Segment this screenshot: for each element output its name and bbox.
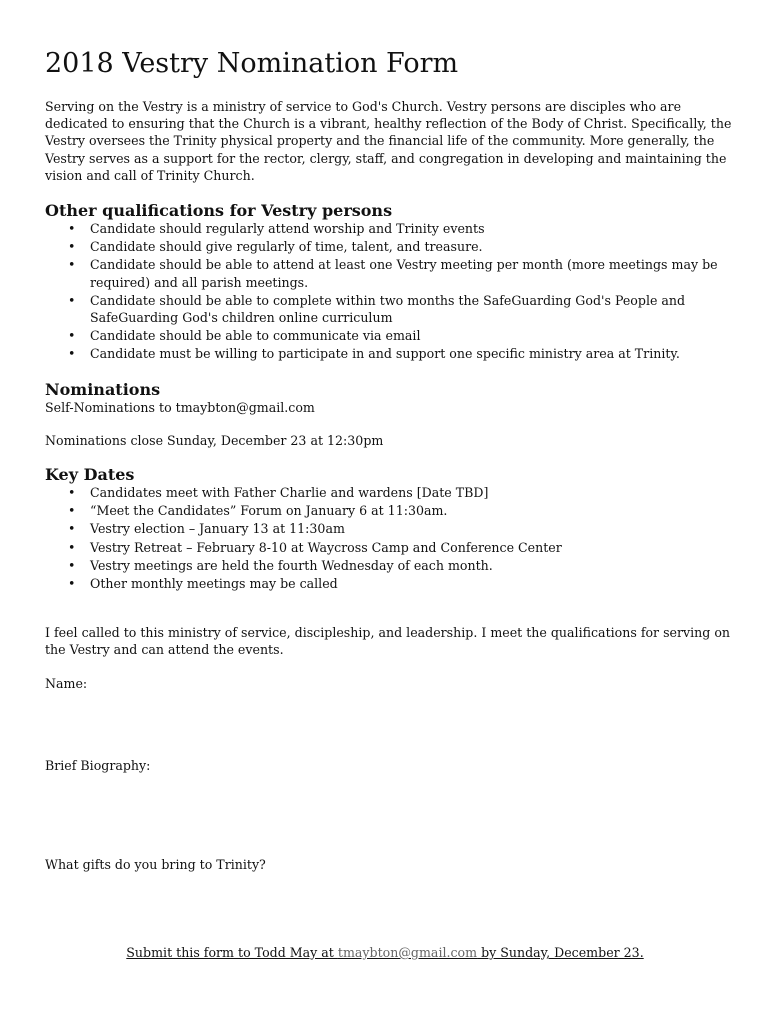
nominations-close-text: Nominations close Sunday, December 23 at 12:30pm (45, 432, 384, 448)
submit-prefix: Submit this form to Todd May at (126, 945, 338, 960)
intro-paragraph: Serving on the Vestry is a ministry of service to God's Church. Vestry persons are disciples who are dedicated to ensuring that the Church is a vibrant, healthy reflection of the Body of Christ. Specifically, the Vestry oversees the Trinity physical property and the financial life of the community. More generally, the Vestry serves as a support for the rector, clergy, staff, and congregation in developing and maintaining the vision and call of Trinity Church. (45, 99, 732, 183)
email-link[interactable]: tmaybton@gmail.com (337, 945, 478, 960)
nominations-heading: Nominations (45, 379, 161, 399)
key-dates-heading: Key Dates (45, 465, 135, 485)
submit-suffix: by Sunday, December 23. (477, 945, 644, 960)
list-item: • “Meet the Candidates” Forum on January 6 at 11:30am. (90, 502, 735, 519)
form-page (45, 44, 735, 873)
statement-paragraph: I feel called to this ministry of service, discipleship, and leadership. I meet the qualifications for serving on the Vestry and can attend the events. (45, 625, 731, 658)
list-item: • Candidate should regularly attend worship and Trinity events (90, 220, 735, 237)
submit-instructions (0, 944, 770, 961)
list-item: • Candidate should be able to attend at least one Vestry meeting per month (more meetings may be required) and all parish meetings. (90, 256, 735, 290)
list-item: • Candidate must be willing to participate in and support one specific ministry area at Trinity. (90, 345, 735, 362)
list-item: • Vestry meetings are held the fourth Wednesday of each month. (90, 557, 735, 574)
list-item: • Candidate should give regularly of time, talent, and treasure. (90, 238, 735, 255)
self-nominations-text: Self-Nominations to tmaybton@gmail.com (45, 399, 315, 415)
qualifications-heading: Other qualifications for Vestry persons (45, 201, 393, 221)
key-dates-list (45, 484, 735, 592)
qualifications-list (45, 220, 735, 363)
list-item: • Candidate should be able to communicate via email (90, 327, 735, 344)
list-item: • Candidate should be able to complete within two months the SafeGuarding God's People and SafeGuarding God's children online curriculum (90, 292, 735, 326)
list-item: • Other monthly meetings may be called (90, 575, 735, 592)
gifts-field-label: What gifts do you bring to Trinity? (45, 857, 266, 873)
list-item: • Vestry election – January 13 at 11:30am (90, 520, 735, 537)
page-title: 2018 Vestry Nomination Form (45, 48, 459, 79)
name-field-label: Name: (45, 675, 88, 691)
list-item: • Vestry Retreat – February 8-10 at Waycross Camp and Conference Center (90, 539, 735, 556)
bio-field-label: Brief Biography: (45, 757, 151, 773)
list-item: • Candidates meet with Father Charlie and wardens [Date TBD] (90, 484, 735, 501)
